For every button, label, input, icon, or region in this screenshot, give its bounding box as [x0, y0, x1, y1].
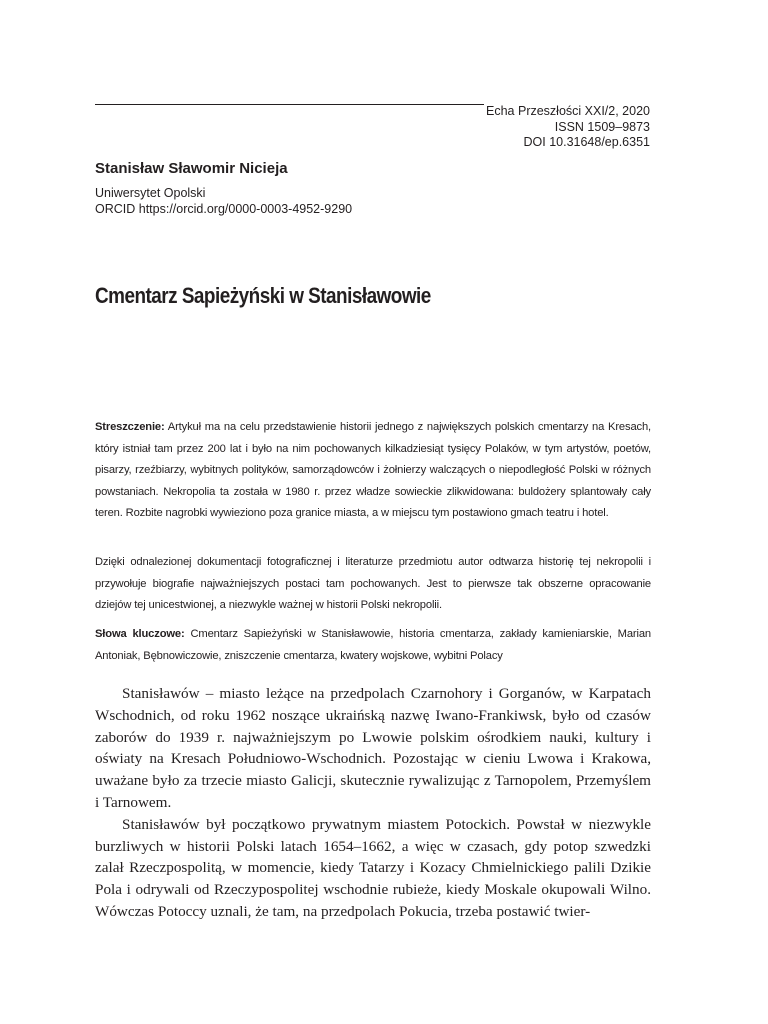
keywords-label: Słowa kluczowe:	[95, 628, 185, 640]
body-paragraph-2: Stanisławów był początkowo prywatnym miastem Potockich. Powstał w niezwykle burzliwych w historii Polski latach 1654–1662, a więc w czasach, gdy potop szwedzki zalał Rzeczpospolitą, w momencie, kiedy Tatarzy i Kozacy Chmielnickiego palili Dzikie Pola i odrywali od Rzeczypospolitej wschodnie rubieże, kiedy Moskale okupowali Wilno. Wówczas Potoccy uznali, że tam, na przedpolach Pokucia, trzeba postawić twier-	[95, 815, 651, 920]
author-affiliation-block	[95, 185, 352, 217]
article-body	[95, 683, 651, 923]
abstract-paragraph-2	[95, 552, 651, 617]
body-paragraph-1: Stanisławów – miasto leżące na przedpolach Czarnohory i Gorganów, w Karpatach Wschodnich, od roku 1962 noszące ukraińską nazwę Iwano-Frankiwsk, było od czasów zaborów do 1939 r. najważniejszym po Lwowie polskim ośrodkiem nauki, kultury i oświaty na Kresach Południowo-Wschodnich. Pozostając w cieniu Lwowa i Krakowa, uważane było za trzecie miasto Galicji, skutecznie rywalizując z Tarnopolem, Przemyślem i Tarnowem.	[95, 685, 651, 811]
journal-issn: ISSN 1509–9873	[554, 119, 650, 134]
abstract-paragraph-1	[95, 417, 651, 525]
author-name: Stanisław Sławomir Nicieja	[95, 160, 288, 177]
article-title: Cmentarz Sapieżyński w Stanisławowie	[95, 283, 431, 308]
author-affiliation: Uniwersytet Opolski	[95, 186, 206, 200]
journal-metadata	[486, 104, 650, 151]
abstract-text-1: Artykuł ma na celu przedstawienie historii jednego z największych polskich cmentarzy na Kresach, który istniał tam przez 200 lat i było na nim pochowanych kilkadziesiąt tysięcy Polaków, w tym artystów, poetów, pisarzy, rzeźbiarzy, wybitnych polityków, samorządowców i żołnierzy walczących o niepodległość Polski w różnych powstaniach. Nekropolia ta została w 1980 r. przez władze sowieckie zlikwidowana: buldożery splantowały cały teren. Rozbite nagrobki wywieziono poza granice miasta, a w miejscu tym postawiono gmach teatru i hotel.	[95, 421, 651, 519]
journal-issue: Echa Przeszłości XXI/2, 2020	[486, 104, 650, 118]
author-orcid[interactable]: ORCID https://orcid.org/0000-0003-4952-9290	[95, 202, 353, 216]
header-rule	[95, 104, 484, 105]
abstract-text-2: Dzięki odnalezionej dokumentacji fotograficznej i literaturze przedmiotu autor odtwarza historię tej nekropolii i przywołuje biografie najważniejszych postaci tam pochowanych. Jest to pierwsze tak obszerne opracowanie dziejów tej unicestwionej, a niezwykle ważnej w historii Polski nekropolii.	[95, 556, 651, 611]
keywords-paragraph	[95, 624, 651, 667]
abstract-label: Streszczenie:	[95, 421, 165, 433]
keywords-text: Cmentarz Sapieżyński w Stanisławowie, historia cmentarza, zakłady kamieniarskie, Marian Antoniak, Bębnowiczowie, zniszczenie cmentarza, kwatery wojskowe, wybitni Polacy	[95, 628, 651, 662]
journal-doi: DOI 10.31648/ep.6351	[523, 135, 650, 149]
